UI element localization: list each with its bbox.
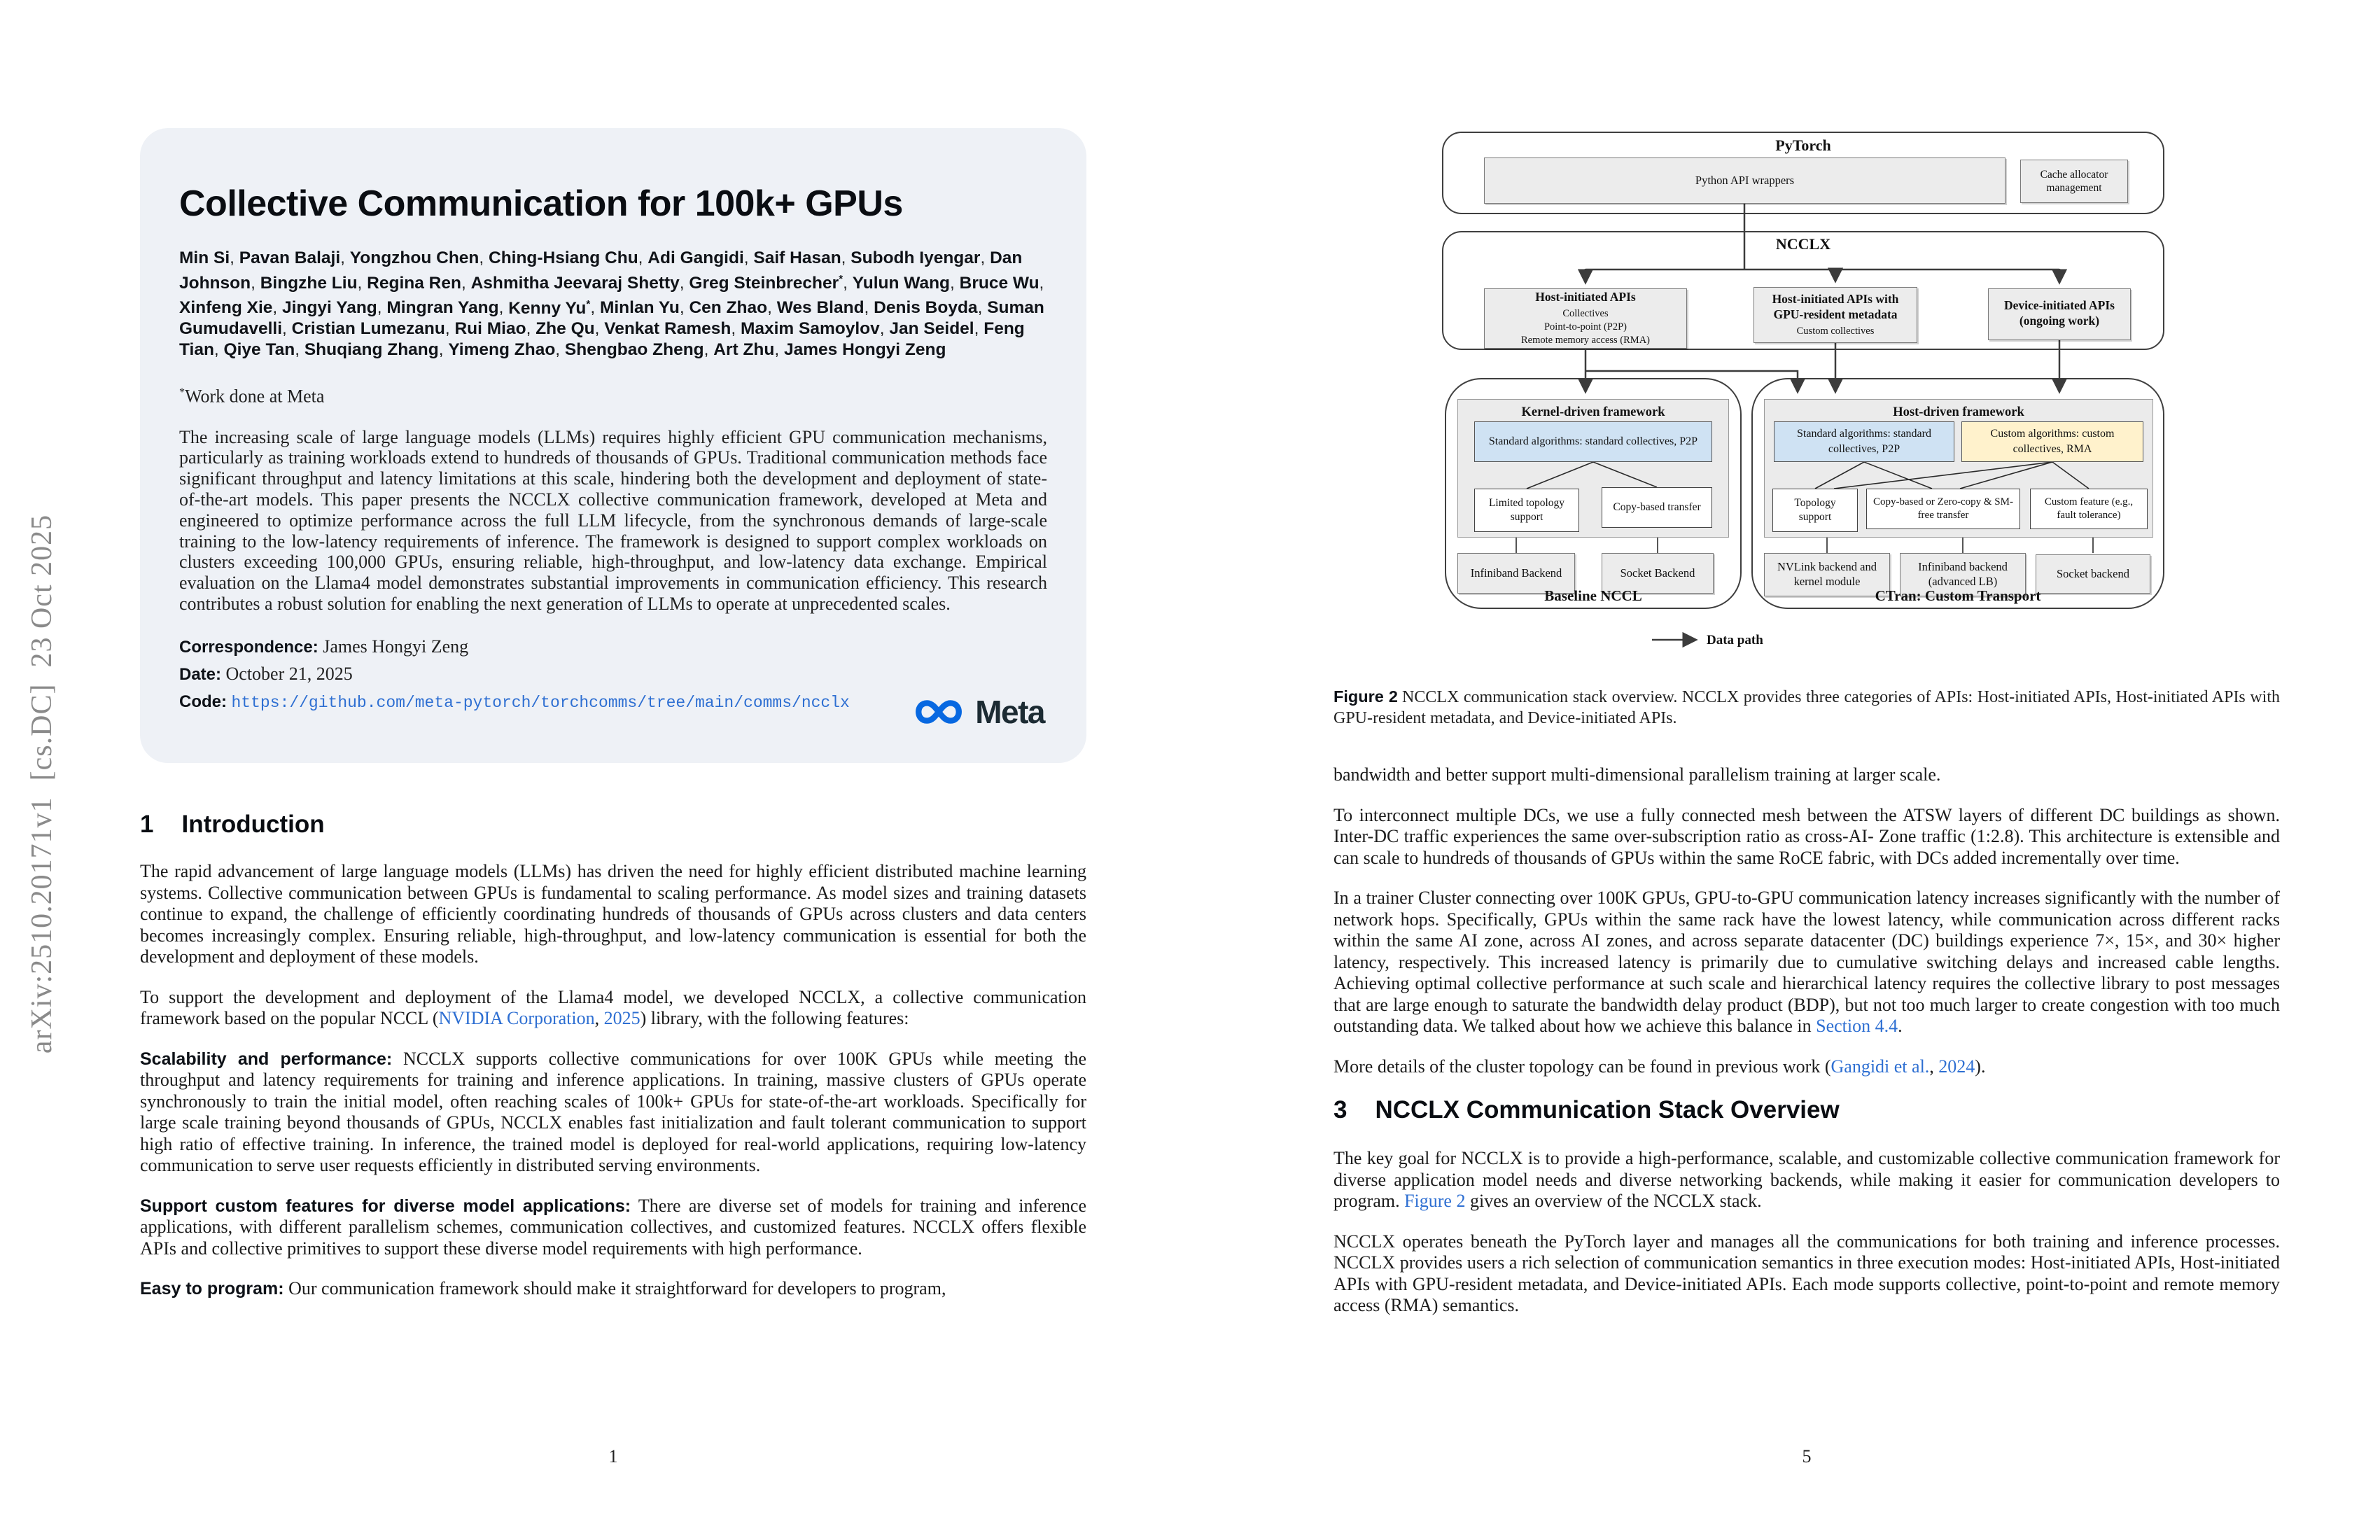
p-key-goal: The key goal for NCCLX is to provide a high-performance, scalable, and customizable collective communication framework for diverse application model needs and diverse networking backends, while making it easier for communication developers to program. Figure 2 gives an overview of the NCCLX stack. bbox=[1334, 1148, 2280, 1211]
p-interconnect: To interconnect multiple DCs, we use a fully connected mesh between the ATSW layers of different DC buildings as shown. Inter-DC traffic experiences the same over-subscription ratio as cross-AI- Zone traffic (1:2.8). This architecture is extensible and can scale to hundreds of thousands of GPUs within the same RoCE fabric, with DCs added incrementally over time. bbox=[1334, 804, 2280, 868]
host-standard-algorithms-box: Standard algorithms: standard collectives, P2P bbox=[1774, 421, 1954, 462]
p-latency: In a trainer Cluster connecting over 100K GPUs, GPU-to-GPU communication latency increases significantly with the number of network hops. Specifically, GPUs within the same rack have the lowest latency, while communication across different racks within the same AI zone, across AI zones, and across separate datacenter (DC) buildings experience 7×, 15×, and 30× higher latency, respectively. This increased latency is primarily due to cumulative switching delays and increased cable lengths. Achieving optimal collective performance at such scale and hierarchical latency requires the collective library to post messages that are large enough to saturate the bandwidth delay product (BDP), but not too much larger to create congestion with too much outstanding data. We talked about how we achieve this balance in Section 4.4. bbox=[1334, 888, 2280, 1036]
citation-2024-link[interactable]: 2024 bbox=[1938, 1056, 1975, 1077]
meta-infinity-icon bbox=[909, 694, 968, 730]
page-number-5: 5 bbox=[1802, 1446, 1812, 1466]
p-bandwidth: bandwidth and better support multi-dimensional parallelism training at larger scale. bbox=[1334, 764, 1941, 785]
affiliation-footnote: *Work done at Meta bbox=[179, 386, 325, 407]
author-list: Min Si, Pavan Balaji, Yongzhou Chen, Ching-Hsiang Chu, Adi Gangidi, Saif Hasan, Subodh Iyengar, Dan Johnson, Bingzhe Liu, Regina Ren, Ashmitha Jeevaraj Shetty, Greg Steinbrecher*, Yulun Wang, Bruce Wu, Xinfeng Xie, Jingyi Yang, Mingran Yang, Kenny Yu*, Minlan Yu, Cen Zhao, Wes Bland, Denis Boyda, Suman Gumudavelli, Cristian Lumezanu, Rui Miao, Zhe Qu, Venkat Ramesh, Maxim Samoylov, Jan Seidel, Feng Tian, Qiye Tan, Shuqiang Zhang, Yimeng Zhao, Shengbao Zheng, Art Zhu, James Hongyi Zeng bbox=[179, 248, 1044, 359]
correspondence-line: Correspondence: James Hongyi Zeng bbox=[179, 636, 469, 657]
pytorch-title: PyTorch bbox=[1775, 136, 1831, 154]
gpu-resident-apis-box: Host-initiated APIs with GPU-resident metadata Custom collectives bbox=[1754, 287, 1917, 343]
ncclx-title: NCCLX bbox=[1775, 235, 1831, 253]
zero-copy-transfer-box: Copy-based or Zero-copy & SM-free transfer bbox=[1866, 489, 2020, 529]
section-3-heading: 3 NCCLX Communication Stack Overview bbox=[1334, 1096, 1840, 1124]
feature-easy: Easy to program: Our communication framework should make it straightforward for developers to program, bbox=[140, 1278, 946, 1298]
footnote-mark: * bbox=[179, 386, 186, 398]
meta-logo-text: Meta bbox=[975, 694, 1044, 730]
figure-2-link[interactable]: Figure 2 bbox=[1404, 1191, 1466, 1211]
citation-nvidia-link[interactable]: NVIDIA Corporation bbox=[438, 1008, 595, 1028]
intro-paragraph-1: The rapid advancement of large language models (LLMs) has driven the need for highly efficient distributed machine learning systems. Collective communication between GPUs is fundamental to scaling performance. As model sizes and training datasets continue to expand, the challenge of efficiently coordinating hundreds of thousands of GPUs across clusters and data centers becomes increasingly complex. Ensuring reliable, high-throughput, and low-latency communication is essential for both the development and deployment of these models. bbox=[140, 861, 1086, 967]
cache-allocator-box: Cache allocator management bbox=[2020, 160, 2128, 203]
p-operates: NCCLX operates beneath the PyTorch layer and manages all the communications for both training and inference processes. NCCLX provides users a rich selection of communication semantics in three execution modes: Host-initiated APIs, Host-initiated APIs with GPU-resident metadata, and Device-initiated APIs. Each mode supports collective, point-to-point and remote memory access (RMA) semantics. bbox=[1334, 1231, 2280, 1315]
nvlink-backend-box: NVLink backend and kernel module bbox=[1764, 553, 1890, 596]
figure-2 bbox=[1442, 132, 2164, 674]
page5-body bbox=[1334, 764, 2280, 1336]
limited-topology-box: Limited topology support bbox=[1474, 489, 1579, 532]
socket-backend-box: Socket Backend bbox=[1602, 553, 1714, 594]
infiniband-advanced-backend-box: Infiniband backend (advanced LB) bbox=[1900, 553, 2026, 596]
kernel-framework-panel: Kernel-driven framework bbox=[1457, 399, 1729, 538]
code-link[interactable]: https://github.com/meta-pytorch/torchcomms/tree/main/comms/ncclx bbox=[231, 693, 850, 712]
meta-logo bbox=[909, 693, 1044, 731]
figure-2-caption: Figure 2 NCCLX communication stack overview. NCCLX provides three categories of APIs: Host-initiated APIs, Host-initiated APIs with GPU-resident metadata, and Device-initiated APIs. bbox=[1334, 687, 2280, 727]
paper-title: Collective Communication for 100k+ GPUs bbox=[179, 183, 903, 224]
p-topology: More details of the cluster topology can be found in previous work (Gangidi et al., 2024). bbox=[1334, 1056, 1986, 1077]
device-initiated-apis-box: Device-initiated APIs (ongoing work) bbox=[1988, 288, 2131, 340]
section-4-4-link[interactable]: Section 4.4 bbox=[1816, 1016, 1898, 1036]
citation-2025-link[interactable]: 2025 bbox=[603, 1008, 640, 1028]
page1-body bbox=[140, 811, 1086, 1319]
citation-gangidi-link[interactable]: Gangidi et al. bbox=[1830, 1056, 1930, 1077]
intro-paragraph-2: To support the development and deployment of the Llama4 model, we developed NCCLX, a collective communication framework based on the popular NCCL (NVIDIA Corporation, 2025) library, with the following features: bbox=[140, 986, 1086, 1028]
code-line: Code: https://github.com/meta-pytorch/torchcomms/tree/main/comms/ncclx bbox=[179, 692, 850, 712]
host-custom-algorithms-box: Custom algorithms: custom collectives, RMA bbox=[1961, 421, 2143, 462]
custom-feature-box: Custom feature (e.g., fault tolerance) bbox=[2030, 489, 2148, 529]
data-path-legend: Data path bbox=[1707, 633, 1763, 648]
ctran-socket-backend-box: Socket backend bbox=[2036, 554, 2150, 594]
feature-scalability: Scalability and performance: NCCLX supports collective communications for over 100K GPUs while meeting the throughput and latency requirements for training and inference applications. In training, massive clusters of GPUs operate synchronously to train the initial model, often reaching scales of 100k+ GPUs for state-of-the-art workloads. Specifically for large scale training beyond thousands of GPUs, NCCLX enables fast initialization and fault tolerant communication to support high ratio of effective training. In inference, the trained model is deployed for real-world applications, requiring low-latency communication to serve user requests efficiently in distributed serving environments. bbox=[140, 1048, 1087, 1175]
arxiv-watermark: arXiv:2510.20171v1 [cs.DC] 23 Oct 2025 bbox=[26, 514, 58, 1054]
abstract-text: The increasing scale of large language models (LLMs) requires highly efficient GPU communication mechanisms, particularly as training workloads extend to hundreds of thousands of GPUs. Traditional communication methods face significant throughput and latency limitations at this scale, hindering both the development and deployment of state-of-the-art models. This paper presents the NCCLX collective communication framework, developed at Meta and engineered to optimize performance across the full LLM lifecycle, from the synchronous demands of large-scale training to the low-latency requirements of inference. The framework is designed to support complex workloads on clusters exceeding 100,000 GPUs, ensuring reliable, high-throughput, and low-latency data exchange. Empirical evaluation on the Llama4 model demonstrates substantial improvements in communication efficiency. This research contributes a robust solution for enabling the next generation of LLMs to operate at unprecedented scales. bbox=[179, 426, 1047, 615]
title-card bbox=[140, 128, 1086, 763]
feature-custom: Support custom features for diverse model applications: There are diverse set of models for training and inference applications, with different parallelism schemes, communication collectives, and customized features. NCCLX offers flexible APIs and collective primitives to support these diverse model requirements with high performance. bbox=[140, 1195, 1086, 1259]
copy-based-transfer-box: Copy-based transfer bbox=[1602, 487, 1712, 528]
host-framework-panel: Host-driven framework bbox=[1764, 399, 2153, 538]
page-number-1: 1 bbox=[608, 1446, 618, 1466]
topology-support-box: Topology support bbox=[1772, 489, 1858, 532]
section-1-heading: 1 Introduction bbox=[140, 811, 325, 838]
ctran-label: CTran: Custom Transport bbox=[1875, 587, 2041, 604]
infiniband-backend-box: Infiniband Backend bbox=[1457, 553, 1575, 594]
kernel-standard-algorithms-box: Standard algorithms: standard collectives, P2P bbox=[1474, 421, 1712, 462]
python-api-wrappers-box: Python API wrappers bbox=[1484, 158, 2005, 204]
host-initiated-apis-box: Host-initiated APIs Collectives Point-to-point (P2P) Remote memory access (RMA) bbox=[1484, 288, 1687, 349]
date-line: Date: October 21, 2025 bbox=[179, 663, 353, 684]
baseline-nccl-label: Baseline NCCL bbox=[1544, 587, 1642, 604]
